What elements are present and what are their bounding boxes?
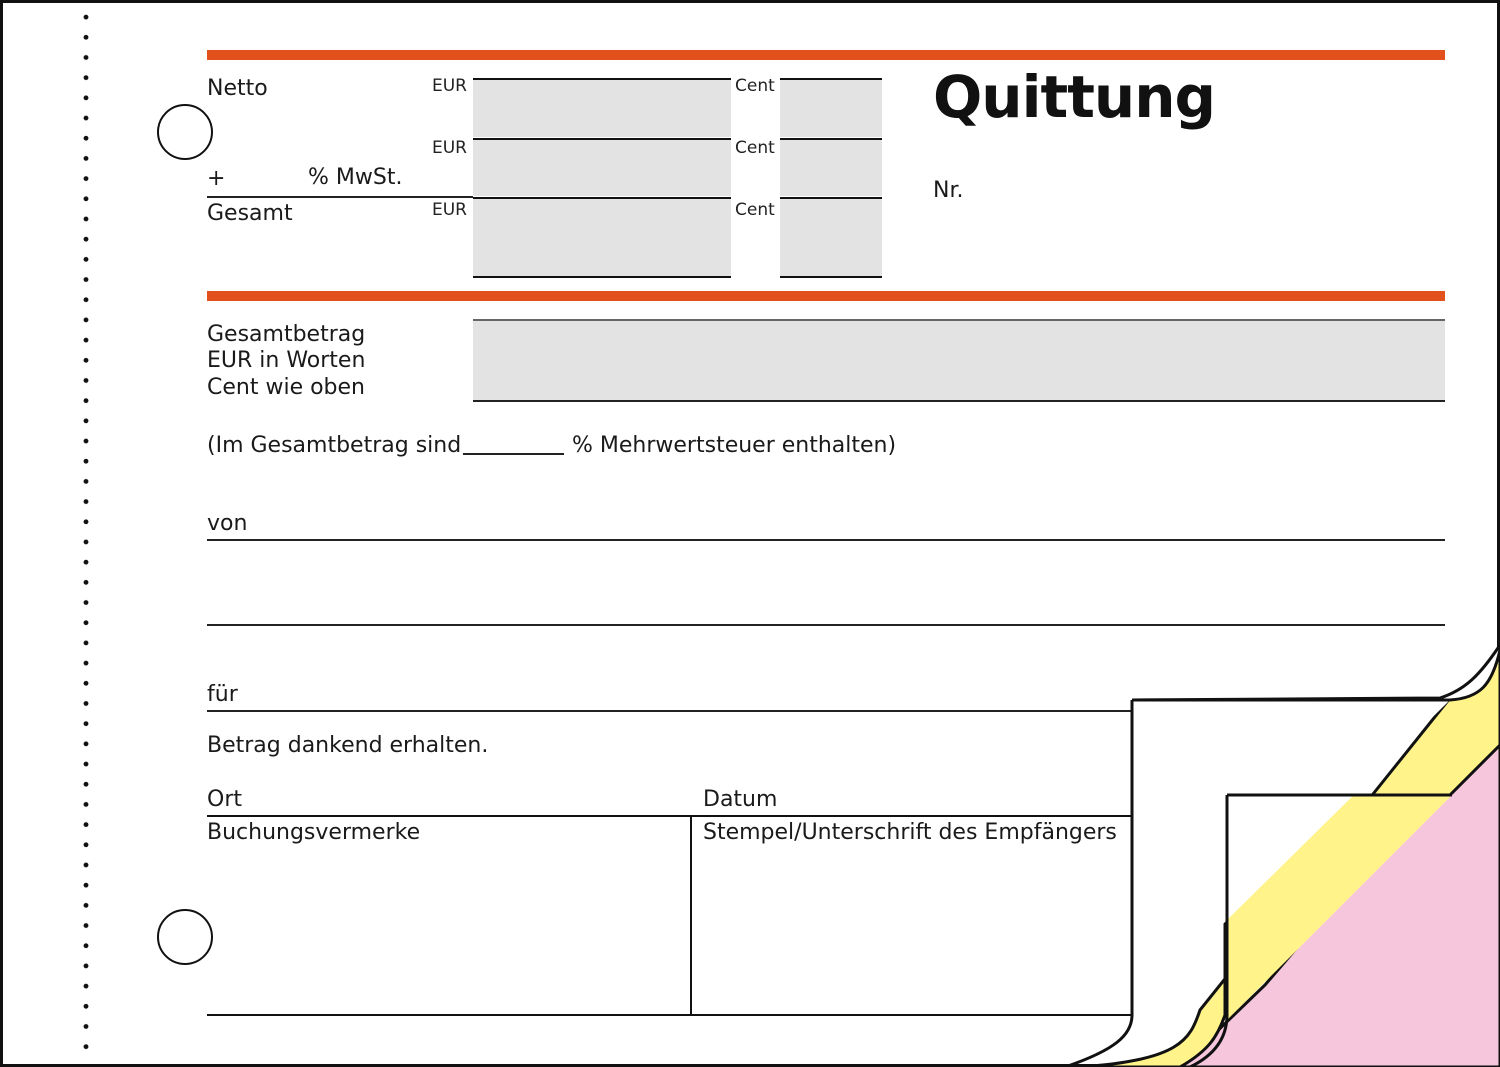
words-label-line1: Gesamtbetrag [207,322,366,347]
middle-orange-rule [207,291,1445,301]
ort-label: Ort [207,787,242,812]
vat-note-suffix: % Mehrwertsteuer enthalten) [572,433,897,458]
cent-field-gesamt[interactable] [780,199,882,276]
bottom-box-divider [690,816,692,1016]
plus-sign: + [207,166,226,191]
vat-percent-field[interactable] [463,453,564,455]
datum-label: Datum [703,787,778,812]
eur-field-mwst[interactable] [473,140,731,196]
nr-label: Nr. [933,178,964,203]
cent-field-bottom-rule [780,276,882,278]
von-line-2[interactable] [207,624,1445,626]
cent-label-netto: Cent [735,76,775,96]
white-sheet-curl-edge [1065,700,1132,1067]
eur-label-netto: EUR [432,76,467,96]
eur-label-mwst: EUR [432,138,467,158]
gesamt-label: Gesamt [207,201,293,226]
words-field-bottom-rule [473,400,1445,402]
netto-label: Netto [207,76,268,101]
von-label: von [207,511,248,536]
cent-label-gesamt: Cent [735,200,775,220]
amount-in-words-field[interactable] [473,321,1445,400]
words-label-line3: Cent wie oben [207,375,365,400]
bottom-box-line [207,1014,1132,1016]
eur-field-netto[interactable] [473,80,731,137]
perforation [82,0,90,1067]
cent-field-netto[interactable] [780,80,882,137]
eur-field-bottom-rule [473,276,731,278]
mwst-rule [207,196,473,198]
von-line-1[interactable] [207,539,1445,541]
fuer-line[interactable] [207,710,1132,712]
buchung-label: Buchungsvermerke [207,820,421,845]
white-sheet-edge [1132,645,1500,700]
punch-hole-bottom [157,909,213,965]
fuer-label: für [207,682,238,707]
eur-label-gesamt: EUR [432,200,467,220]
received-text: Betrag dankend erhalten. [207,733,489,758]
stempel-label: Stempel/Unterschrift des Empfängers [703,820,1117,845]
eur-field-gesamt[interactable] [473,199,731,276]
top-orange-rule [207,50,1445,60]
cent-field-mwst[interactable] [780,140,882,196]
ort-datum-line[interactable] [207,815,1132,817]
carbon-copies-corner [1040,630,1500,1067]
words-label-line2: EUR in Worten [207,348,366,373]
cent-label-mwst: Cent [735,138,775,158]
punch-hole-top [157,104,213,160]
mwst-label: % MwSt. [308,165,403,190]
form-title: Quittung [933,63,1216,131]
vat-note-prefix: (Im Gesamtbetrag sind [207,433,462,458]
